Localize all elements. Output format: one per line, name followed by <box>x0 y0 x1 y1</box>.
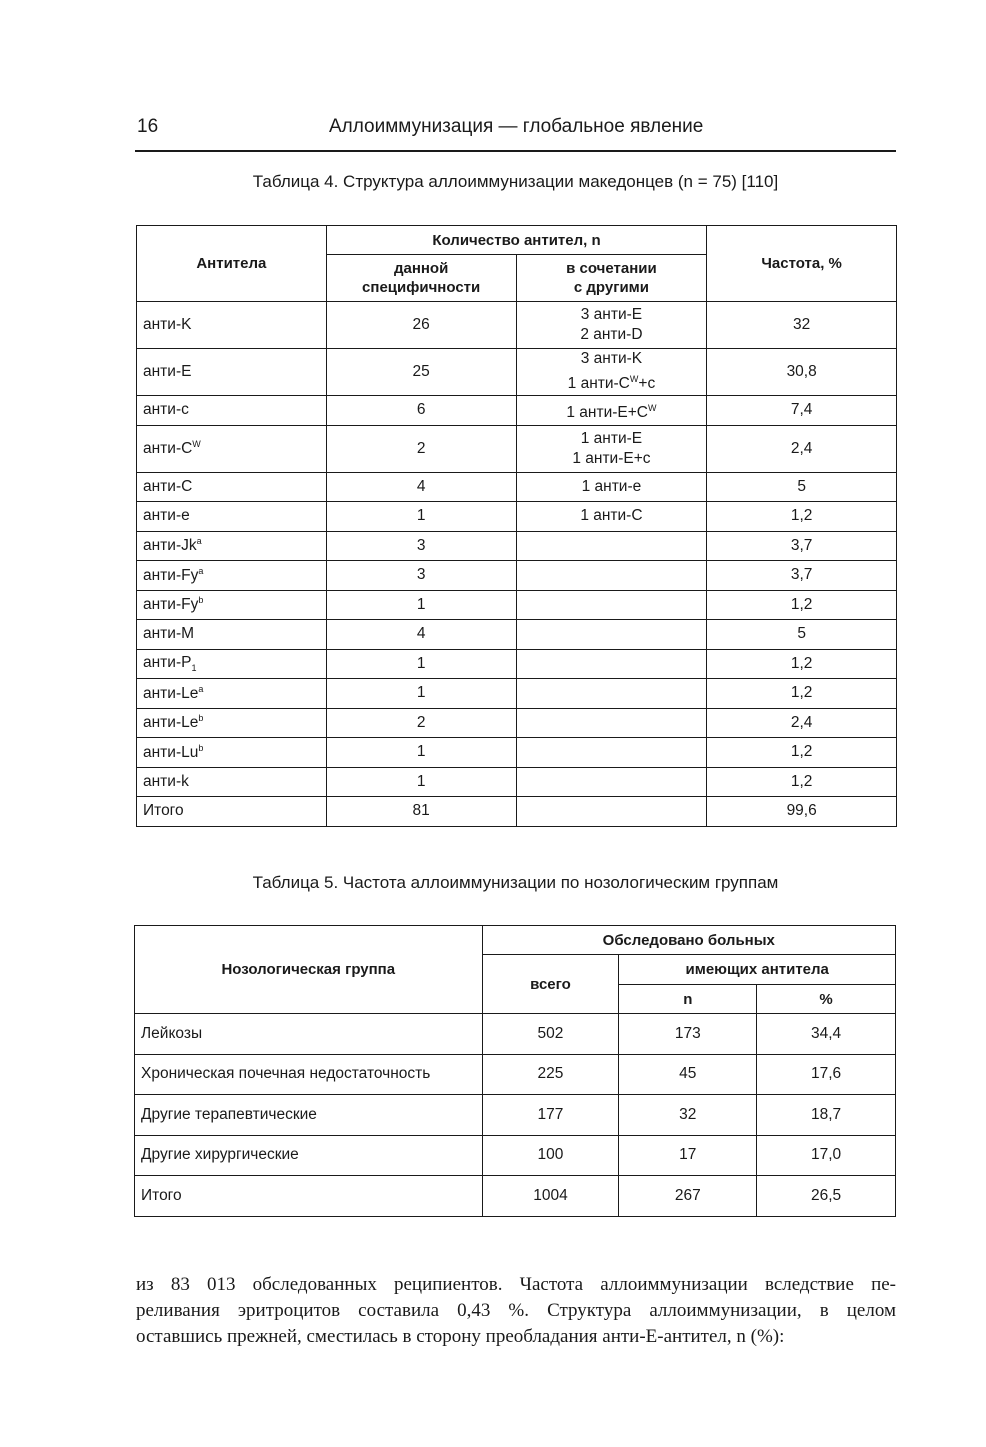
count-combination <box>516 679 707 709</box>
antibody-name: анти-e <box>137 502 327 532</box>
frequency-value: 2,4 <box>707 708 897 738</box>
frequency-value: 1,2 <box>707 767 897 797</box>
antibody-name: анти-k <box>137 767 327 797</box>
frequency-value: 1,2 <box>707 502 897 532</box>
antibody-name: анти-$P_1$ <box>137 649 327 679</box>
frequency-value: 5 <box>707 472 897 502</box>
table-row <box>135 1176 896 1217</box>
table-row <box>137 472 897 502</box>
pct-value: 18,7 <box>757 1095 896 1136</box>
antibody-name: анти-C <box>137 472 327 502</box>
group-name: Лейкозы <box>135 1014 483 1055</box>
group-name: Хроническая почечная недостаточность <box>135 1054 483 1095</box>
body-line-3: оставшись прежней, сместилась в сторону преобладания анти-E-антител, n (%): <box>136 1326 785 1347</box>
frequency-value: 1,2 <box>707 649 897 679</box>
antibody-name: анти-Le$^a$ <box>137 679 327 709</box>
count-given: 1 <box>326 738 516 768</box>
count-given: 3 <box>326 561 516 591</box>
count-given: 4 <box>326 620 516 650</box>
table-row <box>135 1054 896 1095</box>
table-row <box>137 679 897 709</box>
count-combination: 1 анти-E 1 анти-E+c <box>516 425 707 472</box>
frequency-value: 30,8 <box>707 349 897 396</box>
table-row <box>135 1014 896 1055</box>
n-value: 17 <box>619 1135 757 1176</box>
table-row <box>137 738 897 768</box>
table-row <box>137 767 897 797</box>
header-with-antibodies: имеющих антитела <box>619 955 896 985</box>
count-combination <box>516 531 707 561</box>
table-row <box>137 396 897 426</box>
antibody-name: анти-Jk$^a$ <box>137 531 327 561</box>
header-nosological-group: Нозологическая группа <box>135 926 483 1014</box>
count-given: 25 <box>326 349 516 396</box>
frequency-value: 1,2 <box>707 738 897 768</box>
table-row <box>137 708 897 738</box>
table-row <box>137 531 897 561</box>
group-name: Другие хирургические <box>135 1135 483 1176</box>
frequency-value: 7,4 <box>707 396 897 426</box>
antibody-name: анти-$C^W$ <box>137 425 327 472</box>
count-given: 1 <box>326 679 516 709</box>
header-examined: Обследовано больных <box>482 926 895 955</box>
count-given: 6 <box>326 396 516 426</box>
table4-caption: Таблица 4. Структура аллоиммунизации македонцев (n = 75) [110] <box>252 172 779 191</box>
pct-value: 17,6 <box>757 1054 896 1095</box>
antibody-name: анти-Lu$^b$ <box>137 738 327 768</box>
count-given: 2 <box>326 708 516 738</box>
pct-value: 17,0 <box>757 1135 896 1176</box>
total-value: 502 <box>482 1014 619 1055</box>
table-row <box>137 502 897 532</box>
body-line-2: реливания эритроцитов составила 0,43 %. Структура аллоиммунизации, в целом <box>136 1300 896 1321</box>
frequency-value: 1,2 <box>707 590 897 620</box>
frequency-value: 99,6 <box>707 797 897 827</box>
group-name: Итого <box>135 1176 483 1217</box>
table-row <box>135 1095 896 1136</box>
count-combination <box>516 649 707 679</box>
count-given: 81 <box>326 797 516 827</box>
header-n: n <box>619 985 757 1014</box>
count-combination <box>516 561 707 591</box>
n-value: 173 <box>619 1014 757 1055</box>
total-value: 177 <box>482 1095 619 1136</box>
count-combination <box>516 738 707 768</box>
n-value: 267 <box>619 1176 757 1217</box>
table-row <box>135 1135 896 1176</box>
frequency-value: 2,4 <box>707 425 897 472</box>
count-combination <box>516 620 707 650</box>
total-value: 1004 <box>482 1176 619 1217</box>
header-total: всего <box>482 955 619 1014</box>
count-given: 1 <box>326 767 516 797</box>
antibody-name: анти-K <box>137 302 327 349</box>
body-paragraph <box>136 1272 896 1350</box>
frequency-value: 3,7 <box>707 561 897 591</box>
pct-value: 34,4 <box>757 1014 896 1055</box>
table-row <box>137 561 897 591</box>
antibody-name: анти-Fy$^b$ <box>137 590 327 620</box>
group-name: Другие терапевтические <box>135 1095 483 1136</box>
count-given: 1 <box>326 590 516 620</box>
antibody-name: анти-c <box>137 396 327 426</box>
count-combination: 3 анти-K 1 анти-$C^W+c$ <box>516 349 707 396</box>
count-given: 1 <box>326 502 516 532</box>
frequency-value: 32 <box>707 302 897 349</box>
table-row <box>137 590 897 620</box>
antibody-name: анти-Fy$^a$ <box>137 561 327 591</box>
frequency-value: 3,7 <box>707 531 897 561</box>
count-given: 3 <box>326 531 516 561</box>
table-row <box>137 649 897 679</box>
page-number: 16 <box>137 116 159 137</box>
total-value: 100 <box>482 1135 619 1176</box>
table-row <box>137 349 897 396</box>
n-value: 32 <box>619 1095 757 1136</box>
header-count-group: Количество антител, n <box>326 226 707 255</box>
antibody-name: Итого <box>137 797 327 827</box>
count-combination: 1 анти-C <box>516 502 707 532</box>
count-combination <box>516 708 707 738</box>
pct-value: 26,5 <box>757 1176 896 1217</box>
count-given: 26 <box>326 302 516 349</box>
total-value: 225 <box>482 1054 619 1095</box>
running-title: Аллоиммунизация — глобальное явление <box>329 116 704 137</box>
header-pct: % <box>757 985 896 1014</box>
count-combination <box>516 590 707 620</box>
frequency-value: 5 <box>707 620 897 650</box>
count-combination: 3 анти-E 2 анти-D <box>516 302 707 349</box>
table-row <box>137 425 897 472</box>
antibody-name: анти-Le$^b$ <box>137 708 327 738</box>
count-given: 4 <box>326 472 516 502</box>
table-row <box>137 302 897 349</box>
header-antibodies: Антитела <box>137 226 327 302</box>
table-row <box>137 620 897 650</box>
header-in-combination: в сочетании с другими <box>516 255 707 302</box>
antibody-name: анти-E <box>137 349 327 396</box>
frequency-value: 1,2 <box>707 679 897 709</box>
n-value: 45 <box>619 1054 757 1095</box>
body-line-1: из 83 013 обследованных реципиентов. Частота аллоиммунизации вследствие пе- <box>136 1274 896 1295</box>
table-row <box>137 797 897 827</box>
count-given: 1 <box>326 649 516 679</box>
count-combination <box>516 767 707 797</box>
table5-caption: Таблица 5. Частота аллоиммунизации по нозологическим группам <box>252 873 779 892</box>
count-combination: 1 анти-e <box>516 472 707 502</box>
count-given: 2 <box>326 425 516 472</box>
antibody-name: анти-M <box>137 620 327 650</box>
table4 <box>136 225 897 827</box>
page-header <box>135 112 896 152</box>
header-given-specificity: данной специфичности <box>326 255 516 302</box>
table5 <box>134 925 896 1217</box>
count-combination: 1 анти-$E+C^W$ <box>516 396 707 426</box>
header-frequency: Частота, % <box>707 226 897 302</box>
count-combination <box>516 797 707 827</box>
